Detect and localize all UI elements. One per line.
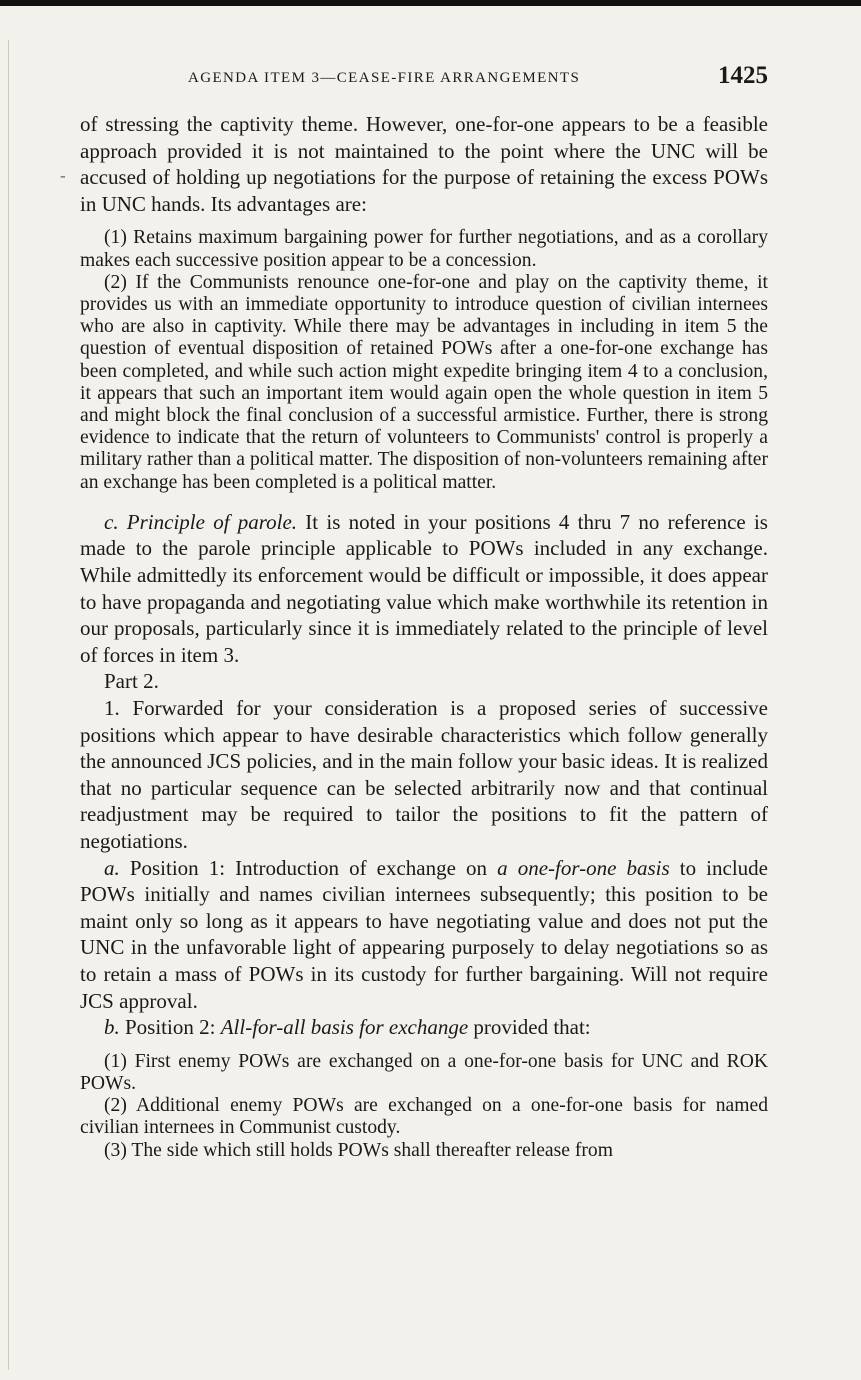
position-2-basis: All-for-all basis for exchange — [220, 1015, 469, 1040]
position-2-paragraph: b. Position 2: All-for-all basis for exchange provided that: — [104, 1015, 591, 1040]
part-2-item-1: 1. Forwarded for your consideration is a proposed series of successive positions which appear to have desirable characteristics which follow generally the announced JCS policies, and in the main follow your basic ideas. It is realized that no particular sequence can be selected arbitrarily now and that continual readjustment may be required to tailor the positions to fit the pattern of negotiations. — [80, 695, 768, 853]
running-head: AGENDA ITEM 3—CEASE-FIRE ARRANGEMENTS — [188, 70, 581, 86]
principle-of-parole-paragraph — [80, 509, 768, 669]
page-number: 1425 — [718, 62, 768, 89]
top-border-rule — [0, 0, 861, 6]
position-2-letter: b. — [104, 1015, 120, 1040]
part-2-heading: Part 2. — [104, 669, 159, 694]
position-1-letter: a. — [104, 855, 120, 880]
page-edge-rule — [8, 40, 9, 1370]
margin-mark: - — [60, 166, 66, 185]
page-header — [80, 62, 768, 98]
position-2-condition-2: (2) Additional enemy POWs are exchanged on a one-for-one basis for named civilian internees in Communist custody. — [80, 1095, 768, 1139]
position-2-condition-3: (3) The side which still holds POWs shall thereafter release from — [104, 1139, 613, 1161]
parole-text: It is noted in your positions 4 thru 7 no reference is made to the parole principle applicable to POWs included in any exchange. While admittedly its enforcement would be difficult or impossible, it does appear to have propaganda and negotiating value which make worthwhile its retention in our proposals, particularly since it is immediately related to the principle of level of forces in item 3. — [80, 509, 768, 667]
body-text — [80, 111, 768, 1162]
advantage-1: (1) Retains maximum bargaining power for further negotiations, and as a corollary makes each successive position appear to be a concession. — [80, 227, 768, 271]
paragraph-continuation: of stressing the captivity theme. However, one-for-one appears to be a feasible approach provided it is not maintained to the point where the UNC will be accused of holding up negotiations for the purpose of retaining the excess POWs in UNC hands. Its advantages are: — [80, 112, 768, 216]
advantage-2: (2) If the Communists renounce one-for-one and play on the captivity theme, it provides us with an immediate opportunity to introduce question of civilian internees who are also in captivity. While there may be advantages in including in item 5 the question of eventual disposition of retained POWs after a one-for-one exchange has been completed, and while such action might expedite bringing item 4 to a conclusion, it appears that such an important item would again open the whole question in item 5 and might block the final conclusion of a successful armistice. Further, there is strong evidence to indicate that the return of volunteers to Communists' control is properly a military rather than a political matter. The disposition of non-volunteers remaining after an exchange has been completed is a political matter. — [80, 271, 768, 493]
position-2-condition-1: (1) First enemy POWs are exchanged on a one-for-one basis for UNC and ROK POWs. — [80, 1050, 768, 1094]
position-1-paragraph: a. Position 1: Introduction of exchange on a one-for-one basis to include POWs initially and names civilian internees subsequently; this position to be maint only so long as it appears to have negotiating value and does not put the UNC in the unfavorable light of appearing purposely to delay negotiations so as to retain a mass of POWs in its custody for further bargaining. Will not require JCS approval. — [80, 855, 768, 1013]
parole-heading: c. Principle of parole. — [104, 509, 298, 534]
position-1-basis: a one-for-one basis — [497, 855, 670, 880]
